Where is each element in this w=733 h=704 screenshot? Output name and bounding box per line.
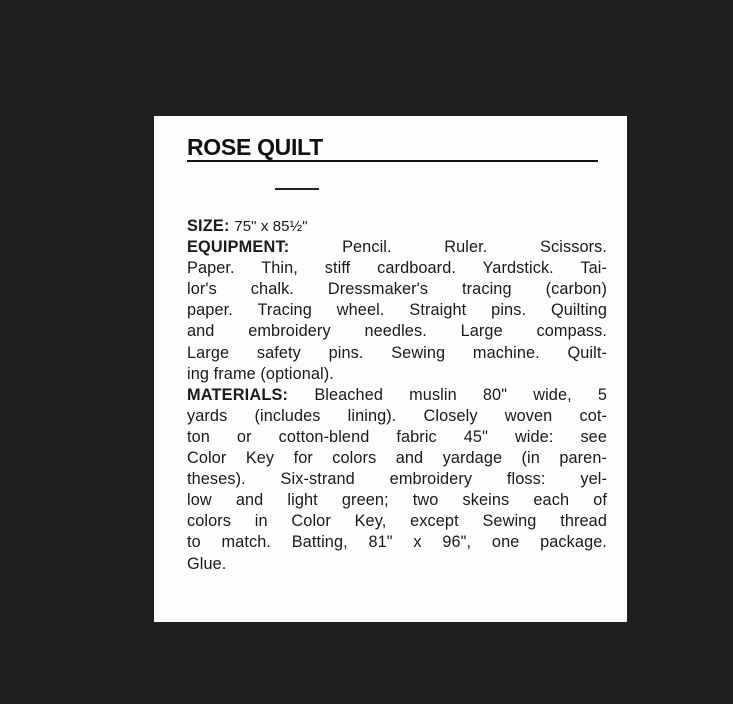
materials-line: ton or cotton-blend fabric 45" wide: see (187, 427, 607, 446)
section-divider (275, 188, 319, 190)
pattern-text (187, 216, 607, 575)
size-line (187, 216, 607, 237)
materials-line: theses). Six-strand embroidery floss: yel- (187, 470, 607, 489)
materials-label: MATERIALS: (187, 385, 289, 404)
materials-text: Bleached muslin 80" wide, 5 (314, 385, 607, 404)
equipment-line: lor's chalk. Dressmaker's tracing (carbon) (187, 280, 607, 299)
equipment-text: Pencil. Ruler. Scissors. (342, 238, 607, 257)
materials-line: Color Key for colors and yardage (in paren- (187, 449, 607, 468)
equipment-line: Paper. Thin, stiff cardboard. Yardstick. Tai- (187, 259, 607, 278)
pattern-clipping (154, 116, 627, 622)
materials-line: Glue. (187, 554, 227, 573)
equipment-line: ing frame (optional). (187, 364, 334, 383)
materials-line: low and light green; two skeins each of (187, 491, 607, 510)
size-value: 75" x 85½" (234, 218, 308, 235)
equipment-label: EQUIPMENT: (187, 238, 290, 257)
title-underline (187, 160, 598, 162)
materials-line (187, 385, 607, 406)
equipment-line: Large safety pins. Sewing machine. Quilt- (187, 343, 607, 362)
equipment-line: paper. Tracing wheel. Straight pins. Quilting (187, 301, 607, 320)
equipment-line: and embroidery needles. Large compass. (187, 322, 607, 341)
materials-line: to match. Batting, 81" x 96", one package. (187, 533, 607, 552)
materials-line: colors in Color Key, except Sewing thread (187, 512, 607, 531)
equipment-line (187, 237, 607, 258)
size-label: SIZE: (187, 217, 230, 235)
materials-line: yards (includes lining). Closely woven cot- (187, 406, 607, 425)
page-title: ROSE QUILT (187, 134, 323, 160)
